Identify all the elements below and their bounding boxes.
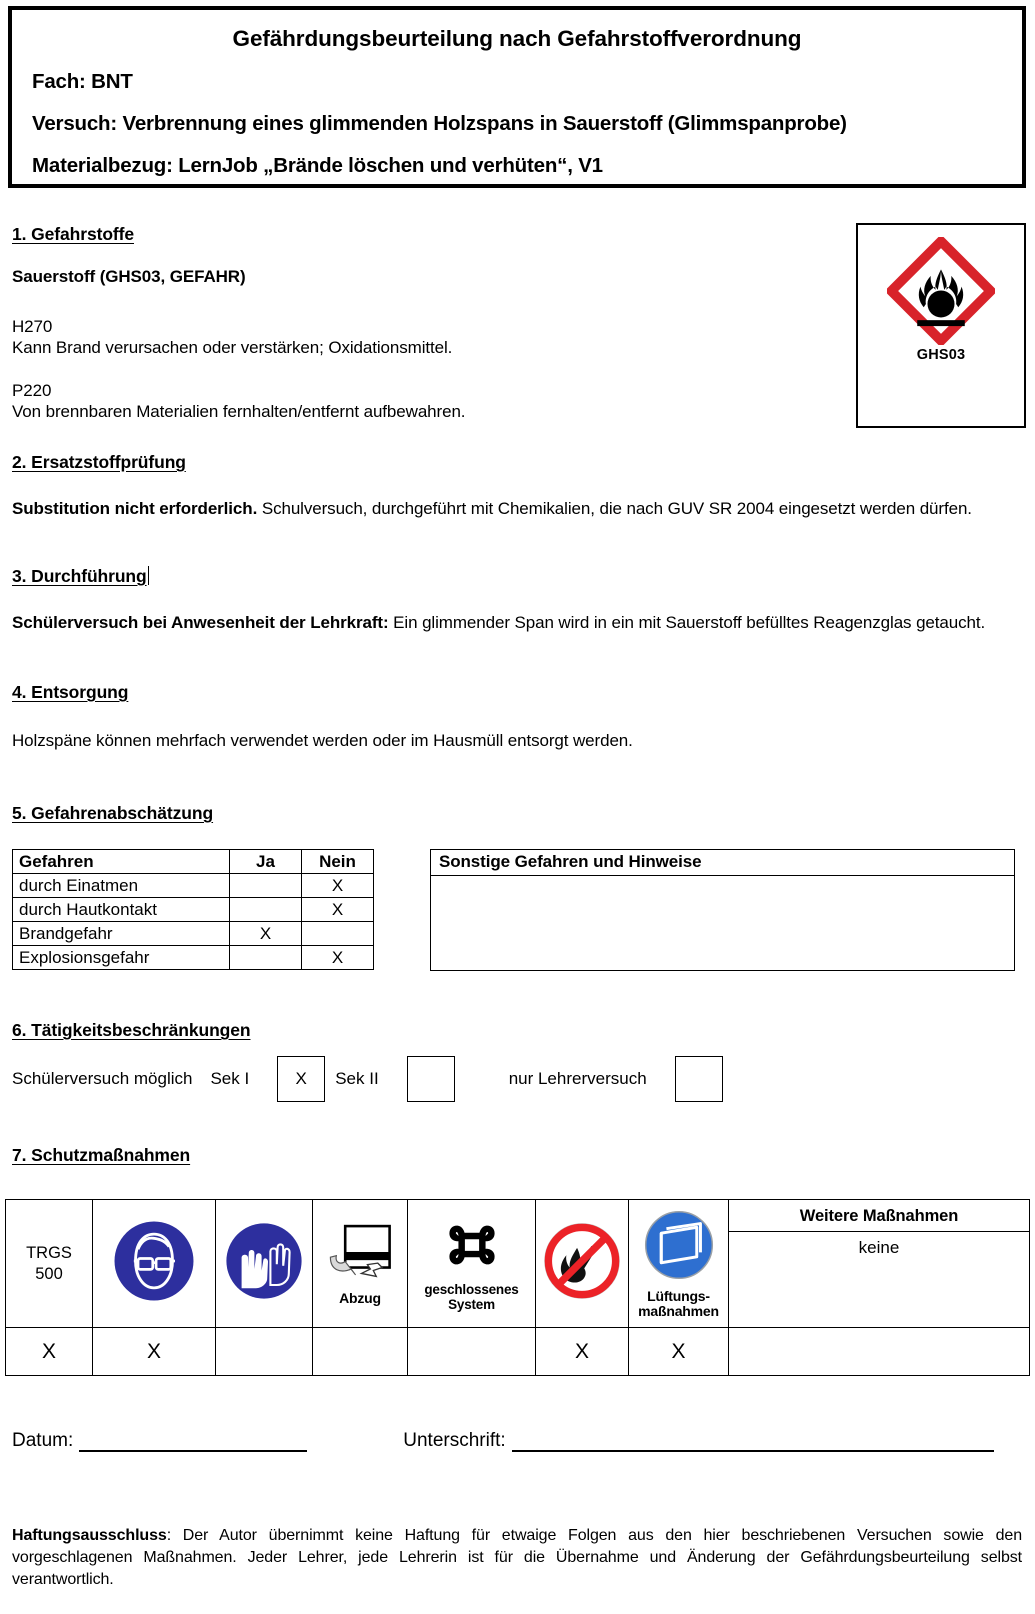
other-hazards-heading: Sonstige Gefahren und Hinweise [431,850,1014,876]
p-statement-text: Von brennbaren Materialien fernhalten/entfernt aufbewahren. [12,402,466,421]
date-label: Datum: [12,1430,74,1451]
further-measures-heading: Weitere Maßnahmen [729,1200,1029,1232]
hazard-yes-cell[interactable] [230,874,302,898]
measure-check-fume-hood[interactable] [313,1328,408,1376]
hazard-yes-cell[interactable]: X [230,922,302,946]
trgs-line-2: 500 [35,1264,63,1283]
further-measures-cell [729,1200,1030,1328]
p-statement-code: P220 [12,381,52,400]
section-2-heading: 2. Ersatzstoffprüfung [12,452,186,472]
section-3-heading [12,566,149,587]
measure-cell-ventilation [629,1200,729,1328]
further-measures-value[interactable]: keine [858,1238,900,1257]
hazard-yes-cell[interactable] [230,898,302,922]
fume-hood-icon [323,1220,397,1289]
fume-hood-caption: Abzug [339,1290,381,1307]
table-row [13,898,374,922]
measure-cell-closed-system [408,1200,536,1328]
teacher-only-checkbox[interactable] [675,1056,723,1102]
trgs-line-1: TRGS [26,1243,72,1262]
page-title: Gefährdungsbeurteilung nach Gefahrstoffverordnung [232,26,802,51]
signature-row [12,1430,1022,1452]
hazard-no-cell[interactable]: X [302,874,374,898]
closed-system-icon [439,1214,505,1281]
table-header-row [13,850,374,874]
measure-check-further [729,1328,1030,1376]
disclaimer [12,1525,1022,1590]
other-hazards-box [430,849,1015,971]
section-4-heading: 4. Entsorgung [12,682,129,702]
procedure-paragraph [12,612,1014,634]
measure-check-closed-system[interactable] [408,1328,536,1376]
hazard-label: durch Einatmen [13,874,230,898]
hazard-label: durch Hautkontakt [13,898,230,922]
section-3-heading-text: 3. Durchführung [12,566,147,586]
hazard-label: Brandgefahr [13,922,230,946]
section-1-heading: 1. Gefahrstoffe [12,224,134,244]
trgs-500-text [6,1243,92,1284]
measure-cell-goggles [93,1200,216,1328]
measure-check-no-open-flame[interactable]: X [536,1328,629,1376]
measure-check-ventilation[interactable]: X [629,1328,729,1376]
h-statement-code: H270 [12,317,53,336]
procedure-text: Ein glimmender Span wird in ein mit Sauerstoff befülltes Reagenzglas getaucht. [388,613,986,632]
substitution-bold-lead: Substitution nicht erforderlich. [12,499,258,518]
ghs03-oxidizer-icon [887,237,995,345]
experiment-line: Versuch: Verbrennung eines glimmenden Holzspans in Sauerstoff (Glimmspanprobe) [32,112,847,135]
measure-cell-gloves [216,1200,313,1328]
protective-gloves-icon [224,1221,304,1306]
hazardous-substance-name: Sauerstoff (GHS03, GEFAHR) [12,267,246,286]
disclaimer-text: : Der Autor übernimmt keine Haftung für etwaige Folgen aus den hier beschriebenen Versuchen sowie den vorgeschlagenen Maßnahmen. Jeder Lehrer, jede Lehrerin ist für die Übernahme und Änderung der Gefährdungsbeurteilung selbst verantwortlich. [12,1527,1022,1588]
ventilation-icon [642,1208,716,1287]
disclaimer-lead: Haftungsausschluss [12,1527,167,1544]
ventilation-caption-line-2: maßnahmen [638,1303,719,1319]
ghs-pictogram-label: GHS03 [916,347,966,363]
protective-measures-table [5,1199,1030,1376]
ventilation-caption-line-1: Lüftungs- [647,1287,710,1304]
measures-icon-row [6,1200,1030,1328]
sek2-label: Sek II [335,1069,379,1088]
substitution-paragraph [12,498,1014,520]
measure-cell-fume-hood [313,1200,408,1328]
sek2-checkbox[interactable] [407,1056,455,1102]
hazard-no-cell[interactable]: X [302,898,374,922]
table-row [13,922,374,946]
measure-cell-trgs500 [6,1200,93,1328]
column-header-yes: Ja [230,850,302,874]
hazard-label: Explosionsgefahr [13,946,230,970]
substitution-text: Schulversuch, durchgeführt mit Chemikalien, die nach GUV SR 2004 eingesetzt werden dürfen. [257,499,972,518]
document-header-box [8,6,1026,188]
date-field[interactable] [79,1432,307,1452]
activity-restrictions-row [12,1055,1022,1103]
ghs-pictogram-box [856,223,1026,428]
student-experiment-label: Schülerversuch möglich [12,1069,193,1088]
closed-system-caption-line-2: System [448,1297,495,1312]
column-header-hazard: Gefahren [13,850,230,874]
procedure-bold-lead: Schülerversuch bei Anwesenheit der Lehrkraft: [12,613,389,632]
measure-check-gloves[interactable] [216,1328,313,1376]
section-6-heading: 6. Tätigkeitsbeschränkungen [12,1020,251,1040]
sek1-label: Sek I [210,1069,250,1088]
material-reference-line: Materialbezug: LernJob „Brände löschen und verhüten“, V1 [32,154,603,177]
hazard-no-cell[interactable] [302,922,374,946]
sek1-checkbox[interactable]: X [277,1056,325,1102]
section-7-heading: 7. Schutzmaßnahmen [12,1145,191,1165]
signature-label: Unterschrift: [403,1430,506,1451]
measure-cell-no-open-flame [536,1200,629,1328]
section-5-heading: 5. Gefahrenabschätzung [12,803,214,823]
h-statement-text: Kann Brand verursachen oder verstärken; Oxidationsmittel. [12,338,453,357]
table-row [13,946,374,970]
signature-field[interactable] [512,1432,994,1452]
text-cursor [148,566,149,585]
hazard-no-cell[interactable]: X [302,946,374,970]
table-row [13,874,374,898]
column-header-no: Nein [302,850,374,874]
hazard-assessment-table [12,849,374,970]
hazard-yes-cell[interactable] [230,946,302,970]
safety-goggles-icon [112,1219,196,1308]
other-hazards-body[interactable] [431,876,1014,970]
measure-check-trgs500[interactable]: X [6,1328,93,1376]
closed-system-caption-line-1: geschlossenes [424,1282,519,1298]
subject-line: Fach: BNT [32,70,133,93]
measures-selection-row [6,1328,1030,1376]
teacher-only-label: nur Lehrerversuch [508,1069,647,1088]
disposal-text: Holzspäne können mehrfach verwendet werden oder im Hausmüll entsorgt werden. [12,731,633,750]
no-open-flame-icon [541,1220,623,1307]
measure-check-goggles[interactable]: X [93,1328,216,1376]
